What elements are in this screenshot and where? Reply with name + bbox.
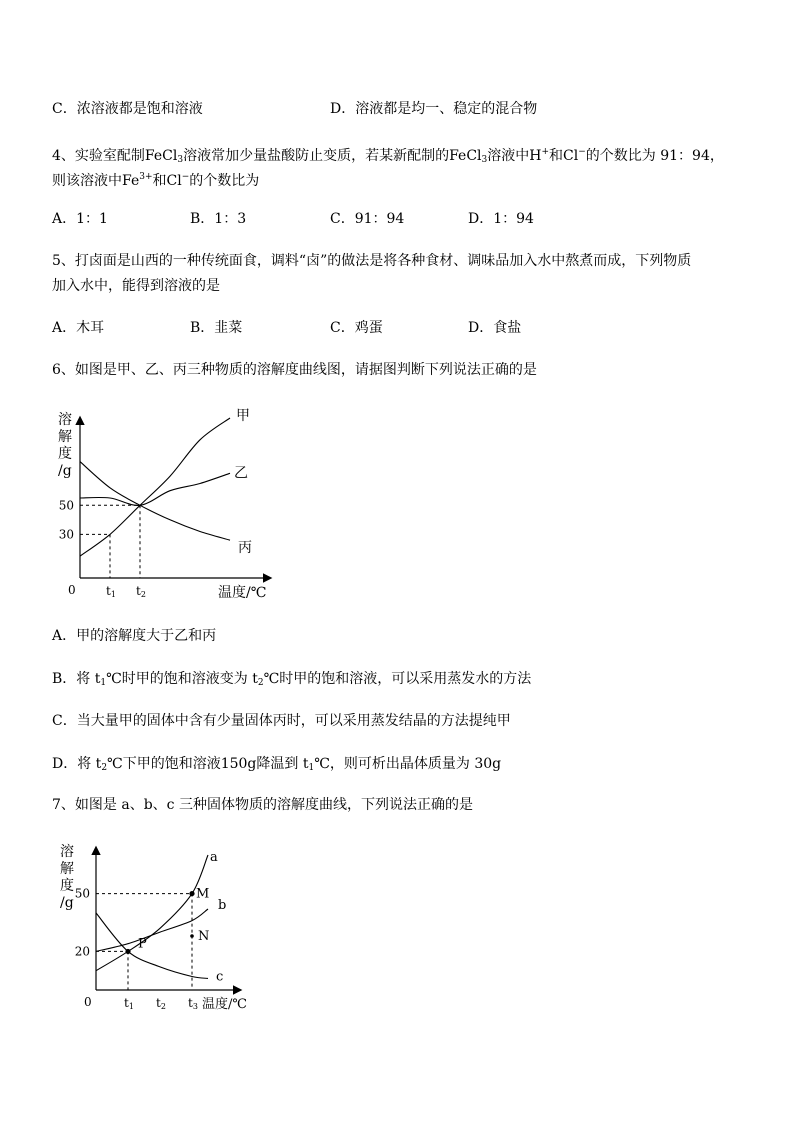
q6-curve-yi bbox=[80, 473, 230, 505]
q6-label-yi: 乙 bbox=[234, 465, 248, 482]
q6-origin-label: 0 bbox=[68, 583, 76, 597]
q4-stem-line1: 4、实验室配制FeCl$_3$溶液常加少量盐酸防止变质，若某新配制的FeCl$_3$溶液中H+和Cl−的个数比为 91：94， bbox=[52, 147, 724, 165]
c7-ylabel-char: 溶 bbox=[60, 844, 74, 860]
q6-x-axis-label: 温度/℃ bbox=[218, 585, 267, 601]
c7-xtick-label: t1 bbox=[124, 996, 134, 1011]
q6-label-jia: 甲 bbox=[236, 408, 250, 424]
c6-ylabel-char: 溶 bbox=[58, 412, 72, 428]
c6-ylabel-char: 解 bbox=[58, 429, 72, 445]
c7-xtick-label: t2 bbox=[156, 996, 166, 1011]
q5-stem-line2: 加入水中，能得到溶液的是 bbox=[52, 278, 220, 294]
q3-option-d: D．溶液都是均一、稳定的混合物 bbox=[330, 101, 538, 117]
q6-option-b: B．将 $t_1℃$时甲的饱和溶液变为 $t_2℃$时甲的饱和溶液，可以采用蒸发水的方法 bbox=[52, 671, 532, 688]
q7-point-p bbox=[125, 949, 130, 954]
q3-option-c: C．浓溶液都是饱和溶液 bbox=[52, 101, 203, 117]
q6-curve-jia bbox=[80, 418, 230, 556]
q4-option-c: C．91：94 bbox=[330, 211, 405, 227]
q7-origin-label: 0 bbox=[84, 995, 92, 1009]
q6-curve-bing bbox=[80, 462, 230, 541]
q7-point-n bbox=[190, 934, 194, 938]
c6-ylabel-char: 度 bbox=[58, 446, 72, 462]
q5-option-b: B．韭菜 bbox=[190, 320, 243, 336]
q7-curve-c bbox=[96, 913, 208, 979]
c6-ytick-label: 30 bbox=[58, 527, 74, 542]
q4-option-a: A．1：1 bbox=[52, 211, 108, 227]
q7-point-m bbox=[189, 891, 194, 896]
c7-ylabel-char: 度 bbox=[60, 878, 74, 894]
q6-option-c: C．当大量甲的固体中含有少量固体丙时，可以采用蒸发结晶的方法提纯甲 bbox=[52, 713, 511, 729]
q7-label-c: c bbox=[216, 969, 224, 985]
q7-curve-b bbox=[96, 909, 208, 951]
c7-ytick-label: 50 bbox=[74, 886, 90, 901]
q5-option-a: A．木耳 bbox=[52, 320, 105, 336]
q5-option-c: C．鸡蛋 bbox=[330, 320, 383, 336]
q7-stem: 7、如图是 a、b、c 三种固体物质的溶解度曲线，下列说法正确的是 bbox=[52, 797, 473, 813]
c6-xtick-label: t2 bbox=[136, 584, 146, 599]
q7-label-a: a bbox=[210, 850, 218, 865]
q7-label-b: b bbox=[218, 898, 227, 913]
c7-ylabel-char: 解 bbox=[60, 861, 74, 877]
c7-ytick-label: 20 bbox=[74, 944, 90, 959]
q6-label-bing: 丙 bbox=[238, 540, 252, 557]
c6-xtick-label: t1 bbox=[106, 584, 116, 599]
q6-stem: 6、如图是甲、乙、丙三种物质的溶解度曲线图，请据图判断下列说法正确的是 bbox=[52, 362, 537, 378]
q7-x-axis-label: 温度/℃ bbox=[202, 997, 247, 1012]
q6-option-d: D．将 $t_2℃$下甲的饱和溶液150g降温到 $t_1℃$，则可析出晶体质量为 30g bbox=[52, 756, 502, 773]
q6-option-a: A．甲的溶解度大于乙和丙 bbox=[52, 628, 217, 644]
c7-ylabel-char: /g bbox=[60, 895, 74, 911]
q5-option-d: D．食盐 bbox=[468, 320, 522, 336]
q7-point-label-m: M bbox=[196, 886, 210, 902]
c7-xtick-label: t3 bbox=[188, 996, 198, 1011]
c6-ylabel-char: /g bbox=[58, 463, 72, 479]
q4-stem-line2: 则该溶液中$Fe^{3+}$和Cl−的个数比为 bbox=[52, 172, 260, 189]
q5-stem-line1: 5、打卤面是山西的一种传统面食，调料“卤”的做法是将各种食材、调味品加入水中熬煮而成，下列物质 bbox=[52, 253, 692, 269]
q7-curve-a bbox=[96, 855, 208, 971]
q7-point-label-p: P bbox=[138, 936, 147, 952]
c6-ytick-label: 50 bbox=[58, 498, 74, 513]
q4-option-b: B．1：3 bbox=[190, 211, 247, 227]
q4-option-d: D．1：94 bbox=[468, 211, 534, 227]
q7-point-label-n: N bbox=[198, 929, 210, 944]
